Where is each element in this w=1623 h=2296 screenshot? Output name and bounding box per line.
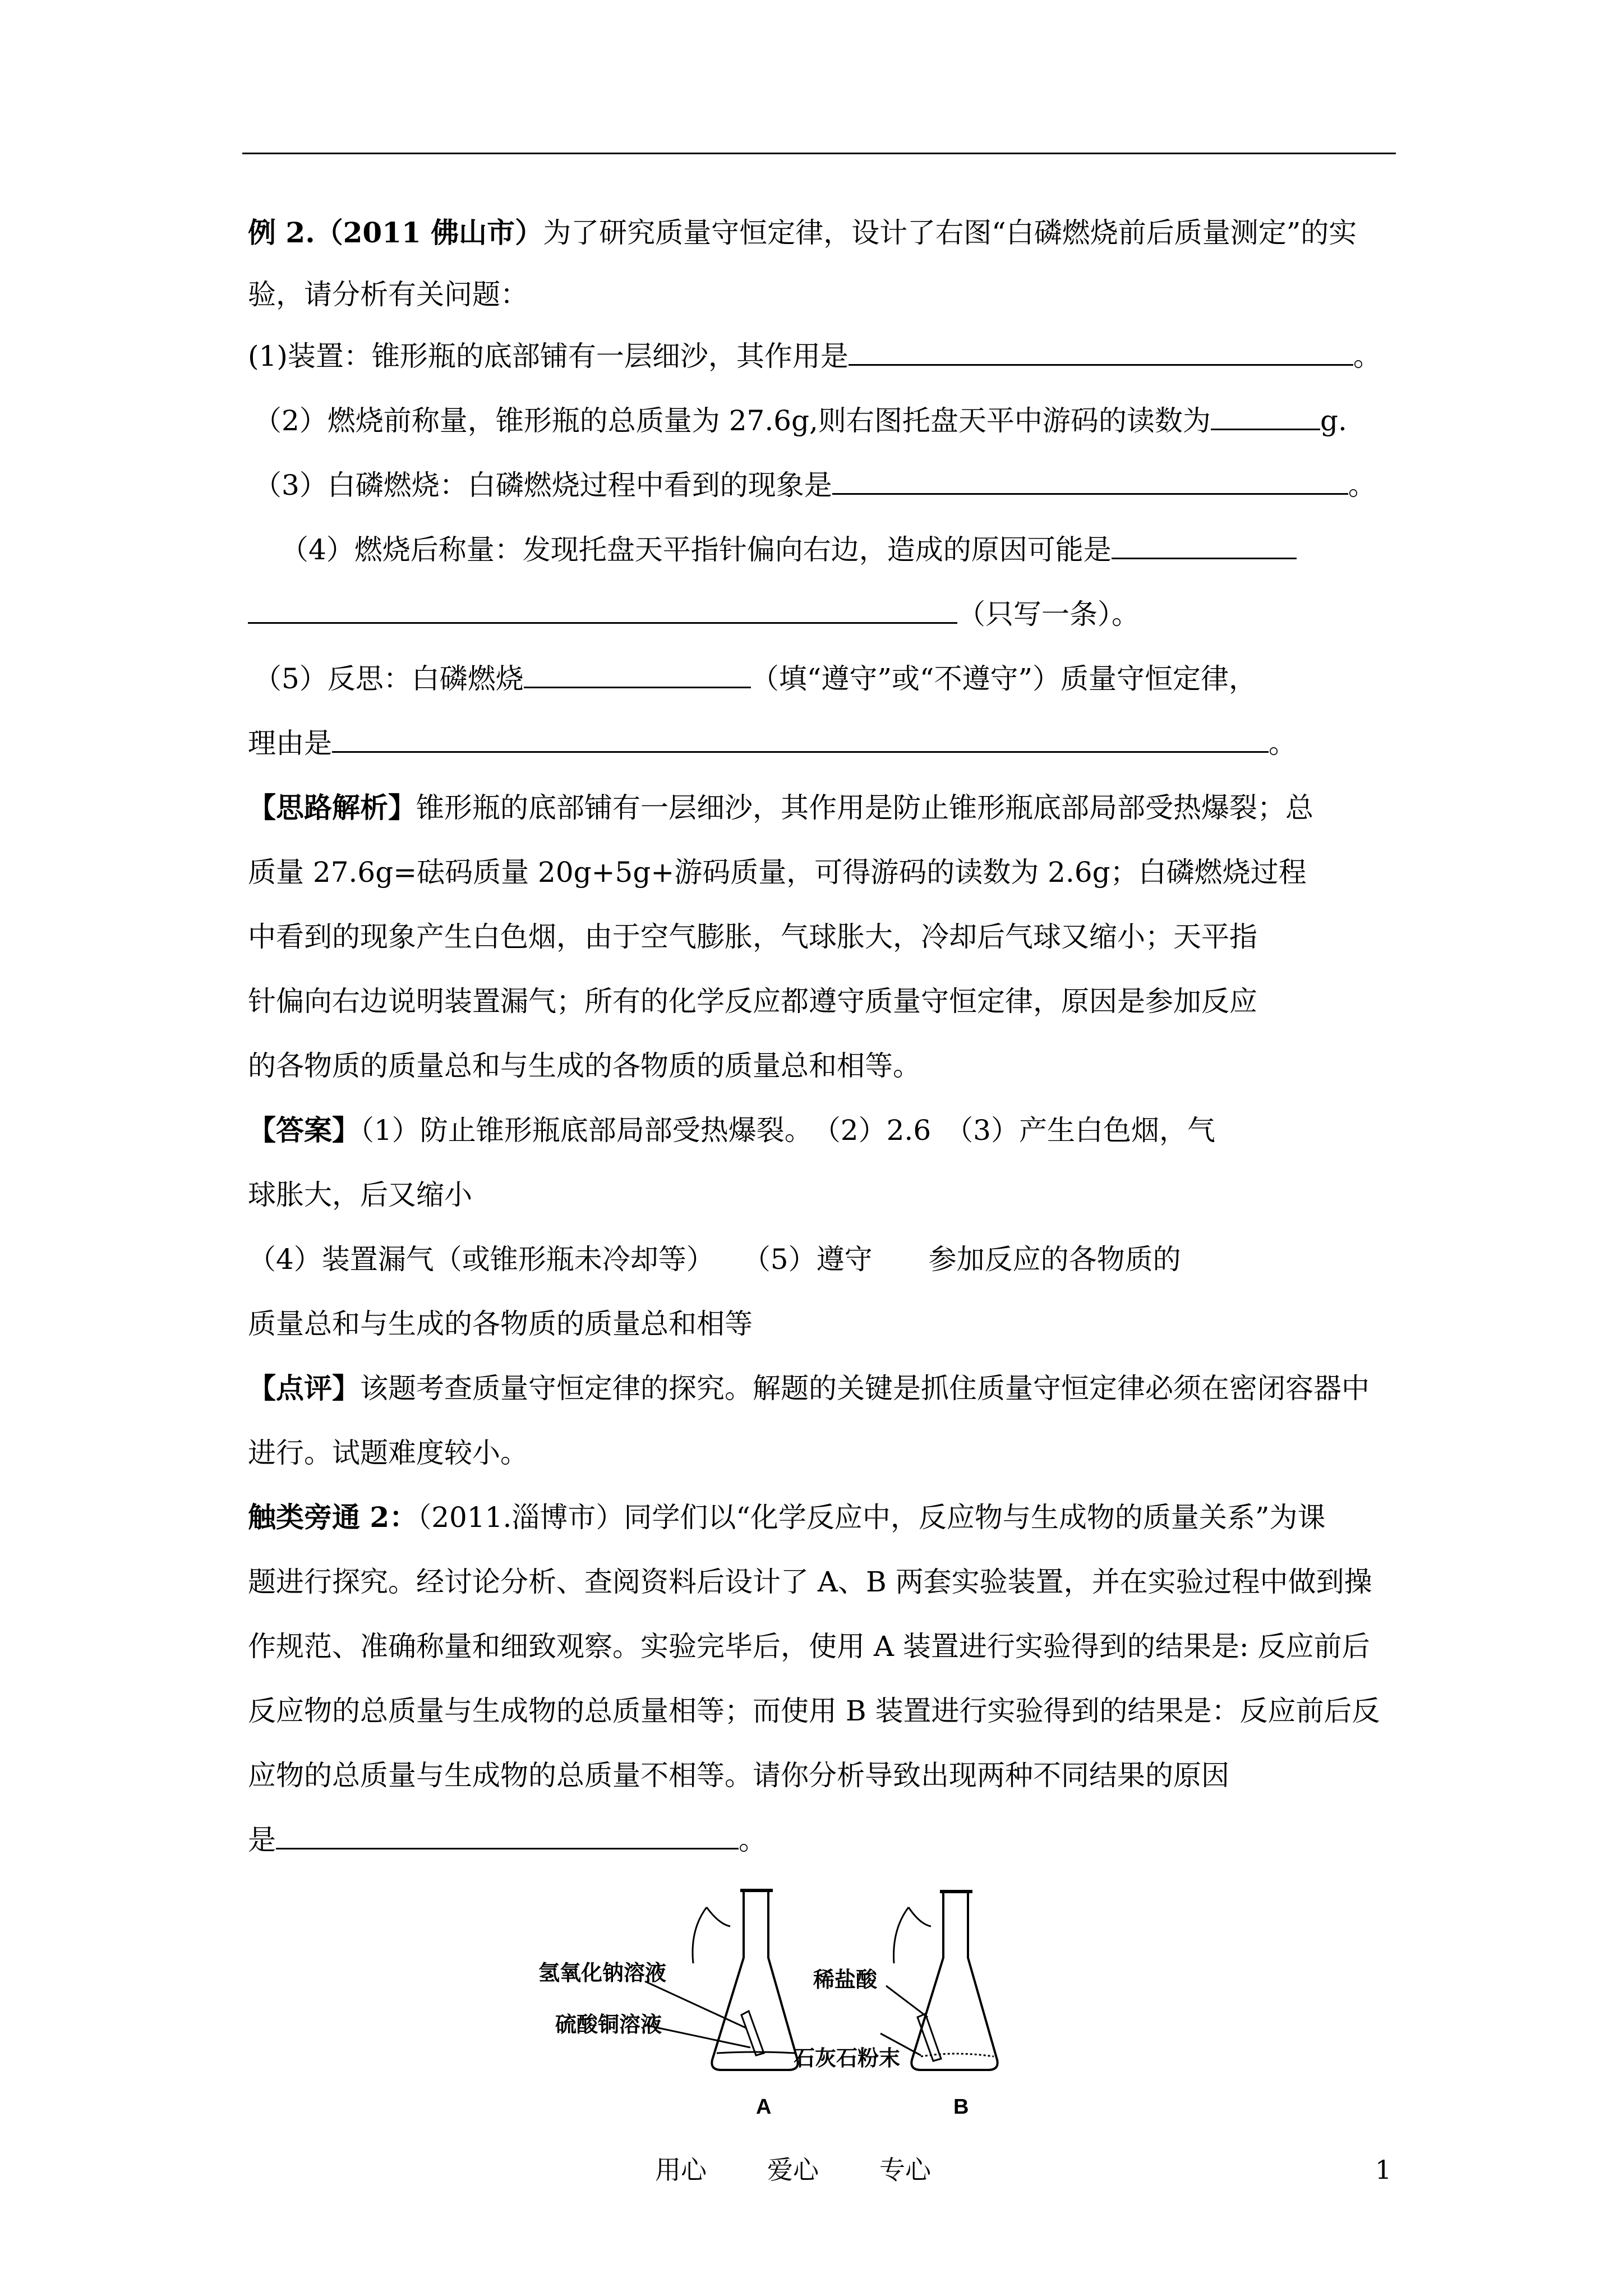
practice-line-5: 应物的总质量与生成物的总质量不相等。请你分析导致出现两种不同结果的原因 (248, 1759, 1229, 1792)
practice-line-1: 触类旁通 2：（2011.淄博市）同学们以“化学反应中，反应物与生成物的质量关系”为课 (248, 1501, 1326, 1534)
answer-line-4: 质量总和与生成的各物质的质量总和相等 (248, 1308, 753, 1340)
question-1: (1)装置：锥形瓶的底部铺有一层细沙，其作用是 。 (248, 340, 1381, 372)
answer-blank-practice (276, 1823, 739, 1849)
analysis-line-4: 针偏向右边说明装置漏气；所有的化学反应都遵守质量守恒定律，原因是参加反应 (248, 985, 1257, 1018)
practice-line-3: 作规范、准确称量和细致观察。实验完毕后，使用 A 装置进行实验得到的结果是: 反应前后 (248, 1630, 1370, 1663)
example-label: 例 2. (248, 216, 315, 249)
practice-line-6: 是 。 (248, 1824, 767, 1856)
practice-line-2: 题进行探究。经讨论分析、查阅资料后设计了 A、B 两套实验装置，并在实验过程中做到操 (248, 1566, 1372, 1598)
example-intro-line-2: 验，请分析有关问题： (248, 278, 528, 311)
footer-motto-2: 爱心 (767, 2155, 819, 2185)
answer-blank-2 (1211, 404, 1320, 430)
flask-a (645, 1890, 798, 2070)
comment-line-1: 【点评】该题考查质量守恒定律的探究。解题的关键是抓住质量守恒定律必须在密闭容器中 (248, 1372, 1370, 1405)
flask-b (880, 1892, 998, 2070)
answer-blank-4a (1112, 533, 1297, 559)
header-rule (242, 153, 1396, 154)
answer-line-2: 球胀大，后又缩小 (248, 1179, 472, 1211)
label-sodium-hydroxide: 氢氧化钠溶液 (538, 1962, 667, 1985)
analysis-line-1: 【思路解析】锥形瓶的底部铺有一层细沙，其作用是防止锥形瓶底部局部受热爆裂；总 (248, 791, 1313, 824)
experiment-apparatus-figure (522, 1885, 1127, 2120)
answer-blank-5b (332, 726, 1269, 753)
answer-line-1: 【答案】（1）防止锥形瓶底部局部受热爆裂。 （2）2.6 （3）产生白色烟，气 (248, 1114, 1215, 1147)
comment-line-2: 进行。试题难度较小。 (248, 1437, 528, 1469)
question-2: （2）燃烧前称量，锥形瓶的总质量为 27.6g,则右图托盘天平中游码的读数为 g. (253, 404, 1347, 437)
question-4-continued: （只写一条）。 (248, 595, 1140, 634)
question-5: （5）反思：白磷燃烧 （填“遵守”或“不遵守”）质量守恒定律， (253, 662, 1257, 695)
label-limestone-powder: 石灰石粉末 (794, 2047, 901, 2070)
answer-blank-4b (248, 597, 957, 624)
analysis-line-5: 的各物质的质量总和与生成的各物质的质量总和相等。 (248, 1050, 921, 1082)
comment-label: 【点评】 (248, 1372, 360, 1405)
analysis-label: 【思路解析】 (248, 791, 416, 824)
answer-blank-3 (832, 468, 1348, 495)
label-copper-sulfate: 硫酸铜溶液 (555, 2013, 662, 2037)
answer-label: 【答案】 (248, 1114, 360, 1147)
question-3: （3）白磷燃烧：白磷燃烧过程中看到的现象是 。 (253, 469, 1376, 501)
caption-b: B (953, 2095, 969, 2119)
example-source: （2011 佛山市） (315, 216, 543, 249)
answer-blank-1 (849, 339, 1353, 366)
label-dilute-hydrochloric-acid: 稀盐酸 (813, 1968, 878, 1992)
analysis-line-2: 质量 27.6g=砝码质量 20g+5g+游码质量，可得游码的读数为 2.6g；白磷燃烧过程 (248, 856, 1307, 889)
practice-line-4: 反应物的总质量与生成物的总质量相等；而使用 B 装置进行实验得到的结果是：反应前后反 (248, 1695, 1380, 1727)
caption-a: A (756, 2095, 772, 2119)
answer-blank-5a (524, 662, 751, 688)
footer-motto-3: 专心 (879, 2155, 931, 2185)
practice-label: 触类旁通 2： (248, 1501, 418, 1534)
question-4: （4）燃烧后称量：发现托盘天平指针偏向右边，造成的原因可能是 (280, 530, 1297, 569)
analysis-line-3: 中看到的现象产生白色烟，由于空气膨胀，气球胀大，冷却后气球又缩小；天平指 (248, 921, 1257, 953)
answer-line-3: （4）装置漏气（或锥形瓶未冷却等） （5）遵守 参加反应的各物质的 (248, 1243, 1181, 1276)
page-number: 1 (1375, 2155, 1392, 2185)
footer-motto-1: 用心 (655, 2155, 707, 2185)
question-5-reason: 理由是 。 (248, 727, 1297, 760)
example-intro-line-1: 例 2.（2011 佛山市）为了研究质量守恒定律，设计了右图“白磷燃烧前后质量测定”的实 (248, 216, 1357, 249)
